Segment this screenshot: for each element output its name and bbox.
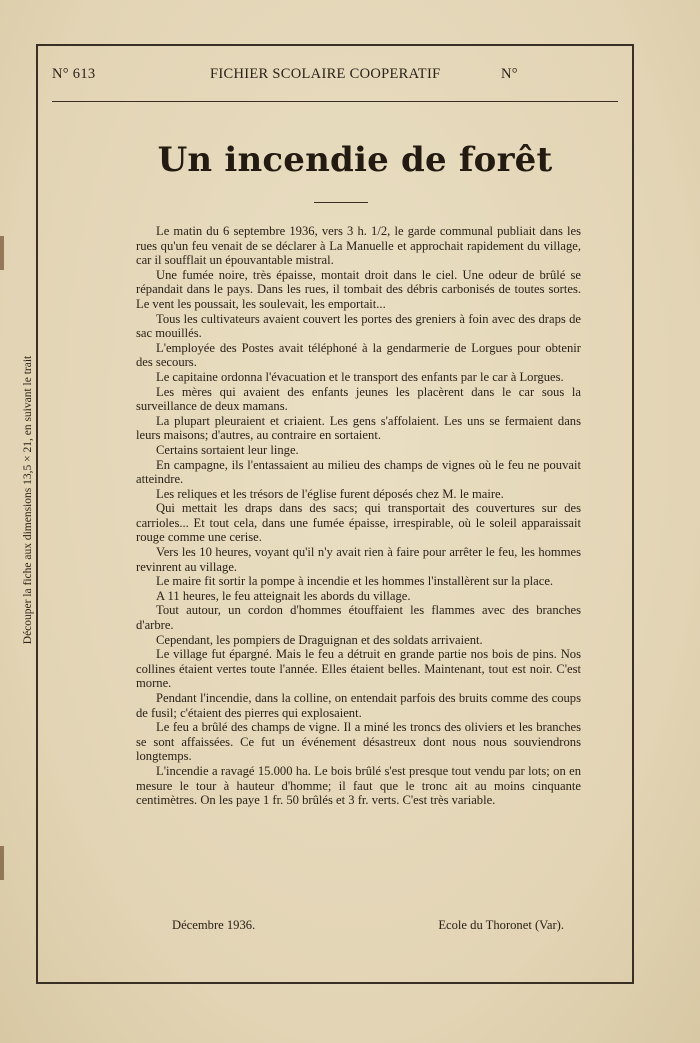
paragraph: Une fumée noire, très épaisse, montait droit dans le ciel. Une odeur de brûlé se répandait dans le pays. Dans les rues, il tombait des débris carbonisés de toutes sortes. Le vent les poussait, les soulevait, les emportait... [136,267,581,311]
footer [136,918,581,936]
footer-school: Ecole du Thoronet (Var). [438,918,564,932]
footer-date: Décembre 1936. [172,918,256,932]
paragraph: L'incendie a ravagé 15.000 ha. Le bois brûlé s'est presque tout vendu par lots; on en mesure le tour à hauteur d'homme; il faut que le tronc ait au moins cinquante centimètres. On les paye 1 fr. 50 brûlés et 3 fr. verts. C'est très variable. [136,763,581,808]
header-title: FICHIER SCOLAIRE COOPERATIF [210,66,441,82]
paragraph: Certains sortaient leur linge. [156,442,299,457]
header [52,66,618,90]
card-number-blank: N° [501,66,518,82]
card-number: N° 613 [52,66,96,82]
paragraph: Vers les 10 heures, voyant qu'il n'y avait rien à faire pour arrêter le feu, les hommes revinrent au village. [136,545,581,574]
staple-mark [0,846,4,880]
header-divider [52,101,618,102]
paragraph: Le maire fit sortir la pompe à incendie et les hommes l'installèrent sur la place. [156,574,554,589]
paragraph: Le matin du 6 septembre 1936, vers 3 h. 1/2, le garde communal publiait dans les rues qu'un feu venait de se déclarer à La Manuelle et approchait rapidement du village, car il soufflait un épouvantable mistral. [136,224,581,268]
paragraph: Qui mettait les draps dans des sacs; qui transportait des couvertures sur des carrioles... Et tout cela, dans une fumée épaisse, irrespirable, où le soleil apparaissait rouge comme une cerise. [136,501,581,545]
paragraph: Pendant l'incendie, dans la colline, on entendait parfois des bruits comme des coups de fusil; c'étaient des pierres qui explosaient. [136,691,581,720]
article-body [136,224,581,808]
paragraph: L'employée des Postes avait téléphoné à la gendarmerie de Lorgues pour obtenir des secours. [136,340,581,370]
paragraph: A 11 heures, le feu atteignait les abords du village. [156,588,411,603]
paragraph: Le village fut épargné. Mais le feu a détruit en grande partie nos bois de pins. Nos collines étaient vertes toute l'année. Elles étaient belles. Maintenant, tout est noir. C'est morne. [136,647,581,691]
paragraph: Le capitaine ordonna l'évacuation et le transport des enfants par le car à Lorgues. [156,369,564,384]
paragraph: Le feu a brûlé des champs de vigne. Il a miné les troncs des oliviers et les branches se sont affaissées. Ce fut un événement désastreux dont nous nous souviendrons longtemps. [136,720,581,764]
paragraph: Tout autour, un cordon d'hommes étouffaient les flammes avec des branches d'arbre. [136,603,581,633]
document-title: Un incendie de forêt [157,140,553,180]
paragraph: Les mères qui avaient des enfants jeunes les placèrent dans le car sous la surveillance de deux mamans. [136,384,581,414]
paragraph: En campagne, ils l'entassaient au milieu des champs de vignes où le feu ne pouvait atteindre. [136,457,581,487]
paragraph: Les reliques et les trésors de l'église furent déposés chez M. le maire. [156,486,504,501]
title-divider [314,202,368,203]
staple-mark [0,236,4,270]
paragraph: Tous les cultivateurs avaient couvert les portes des greniers à foin avec des draps de sac mouillés. [136,311,581,341]
cut-instruction-text: Découper la fiche aux dimensions 13,5 × 21, en suivant le trait [22,355,34,645]
paragraph: Cependant, les pompiers de Draguignan et des soldats arrivaient. [156,632,483,647]
paragraph: La plupart pleuraient et criaient. Les gens s'affolaient. Les uns se fermaient dans leurs maisons; d'autres, au contraire en sortaient. [136,413,581,443]
